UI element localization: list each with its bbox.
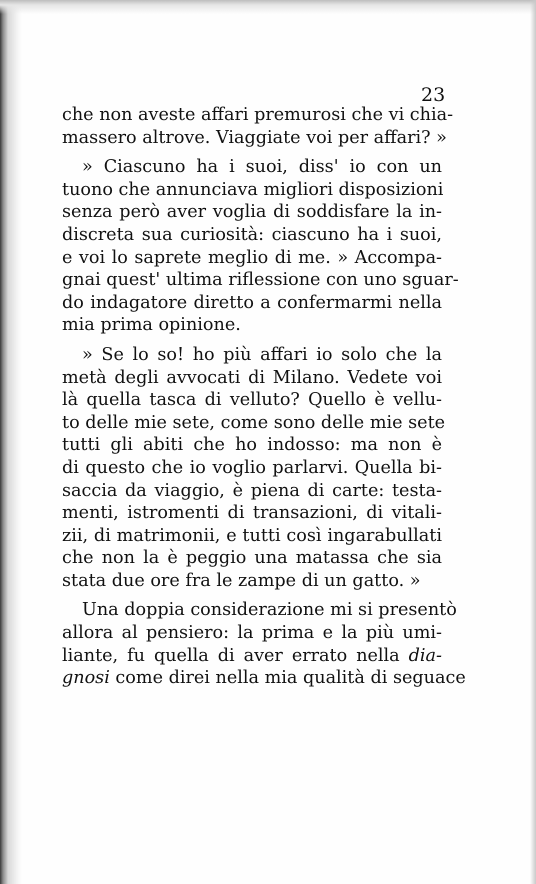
text-line: to delle mie sete, come sono delle mie sete (62, 412, 446, 433)
text-line: Una doppia considerazione mi si presentò (82, 600, 457, 621)
text-line: di questo che io voglio parlarvi. Quella bi- (62, 457, 442, 478)
text-line: tutti gli abiti che ho indosso: ma non è (62, 435, 442, 456)
text-line: là quella tasca di velluto? Quello è vellu- (62, 390, 442, 411)
page-gutter-shadow (0, 0, 22, 884)
text-line: do indagatore diretto a confermarmi nella (62, 292, 442, 313)
paragraph (62, 599, 466, 689)
paragraph (62, 104, 454, 149)
italic-word: gnosi (62, 668, 110, 689)
italic-word: dia- (408, 645, 442, 666)
page-number: 23 (421, 84, 446, 106)
page-right-edge (530, 0, 536, 884)
text-line: zii, di matrimonii, e tutti così ingarabullati (62, 525, 442, 546)
text-line: » Ciascuno ha i suoi, diss' io con un (82, 157, 442, 178)
body-text (62, 104, 466, 690)
text-line: saccia da viaggio, è piena di carte: testa- (62, 480, 442, 501)
text-line: stata due ore fra le zampe di un gatto. » (62, 570, 421, 591)
text-line: metà degli avvocati di Milano. Vedete voi (62, 367, 442, 388)
text-line: gnai quest' ultima riflessione con uno sguar- (62, 270, 459, 291)
text-line: gnosi come direi nella mia qualità di seguace (62, 668, 466, 689)
text-line: che non aveste affari premurosi che vi chia- (62, 105, 454, 125)
text-line: tuono che annunciava migliori disposizioni (62, 179, 444, 200)
paragraph (62, 156, 459, 337)
text-line: » Se lo so! ho più affari io solo che la (82, 344, 442, 365)
text-line: mia prima opinione. (62, 315, 241, 336)
text-line: che non la è peggio una matassa che sia (62, 548, 442, 569)
page-top-shadow (0, 0, 536, 14)
text-line: massero altrove. Viaggiate voi per affari? » (62, 127, 447, 148)
text-line: allora al pensiero: la prima e la più umi- (62, 623, 442, 644)
text-line: e voi lo saprete meglio di me. » Accompa- (62, 247, 442, 268)
paragraph (62, 344, 446, 593)
text-line: senza però aver voglia di soddisfare la in- (62, 202, 442, 223)
text-line: liante, fu quella di aver errato nella dia- (62, 645, 442, 666)
text-line: menti, istromenti di transazioni, di vitali- (62, 503, 442, 524)
text-line: discreta sua curiosità: ciascuno ha i suoi, (62, 224, 442, 245)
